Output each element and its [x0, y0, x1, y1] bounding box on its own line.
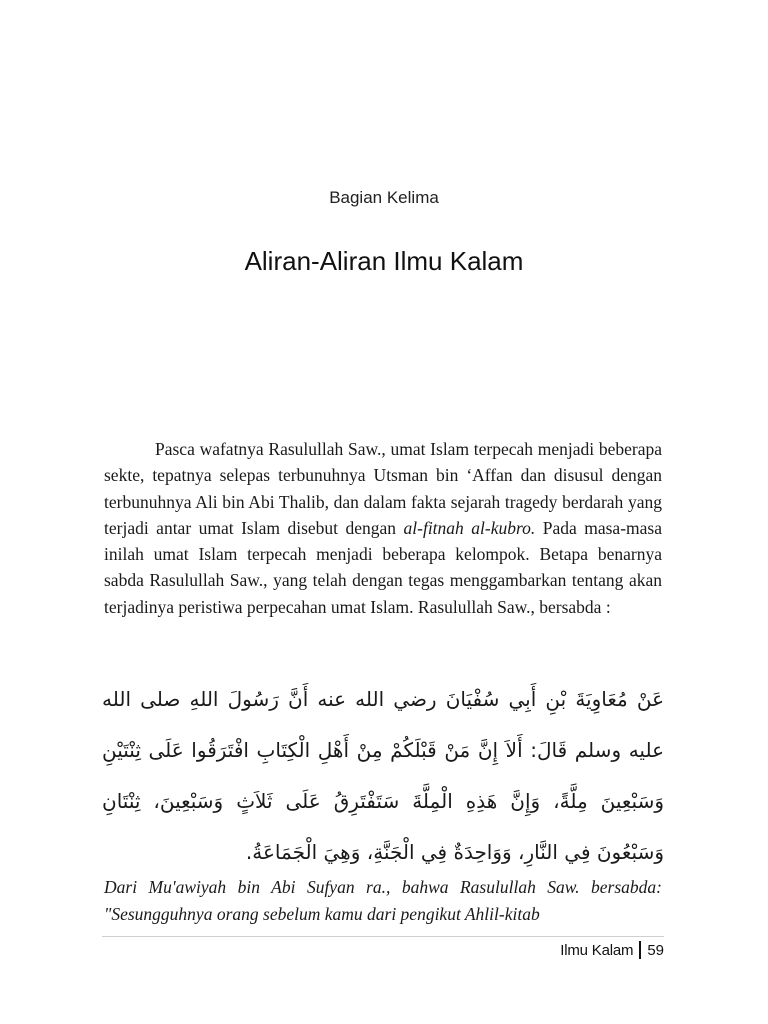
body-italic-term: al-fitnah al-kubro. — [403, 517, 536, 538]
footer-separator — [639, 941, 641, 959]
body-text-part1: Pasca wafatnya Rasulullah Saw., umat Islam terpecah menjadi beberapa sekte, tepatnya selepas terbunuhnya Utsman bin ‘Affan dan disusul dengan terbunuhnya Ali bin Abi Thalib, dan dalam fakta sejarah tragedy berdarah yang terjadi antar umat Islam disebut dengan — [104, 439, 662, 538]
chapter-title: Aliran-Aliran Ilmu Kalam — [244, 246, 524, 276]
body-paragraph — [104, 436, 662, 620]
chapter-label: Bagian Kelima — [329, 188, 439, 207]
footer-book-title: Ilmu Kalam — [560, 941, 634, 959]
page-number: 59 — [647, 941, 664, 959]
hadith-arabic: عَنْ مُعَاوِيَةَ بْنِ أَبِي سُفْيَانَ رضي الله عنه أَنَّ رَسُولَ اللهِ صلى الله عليه وسلم قَالَ: أَلاَ إِنَّ مَنْ قَبْلَكُمْ مِنْ أَهْلِ الْكِتَابِ افْتَرَقُوا عَلَى ثِنْتَيْنِ وَسَبْعِينَ مِلَّةً، وَإِنَّ هَذِهِ الْمِلَّةَ سَتَفْتَرِقُ عَلَى ثَلاَثٍ وَسَبْعِينَ، ثِنْتَانِ وَسَبْعُونَ فِي النَّارِ، وَوَاحِدَةٌ فِي الْجَنَّةِ، وَهِيَ الْجَمَاعَةُ. — [102, 687, 664, 864]
footer-divider — [102, 936, 664, 937]
page-footer — [560, 941, 664, 959]
hadith-translation: Dari Mu'awiyah bin Abi Sufyan ra., bahwa Rasulullah Saw. bersabda: "Sesungguhnya orang sebelum kamu dari pengikut Ahlil-kitab — [104, 877, 662, 924]
body-text-part2: Pada masa-masa inilah umat Islam terpecah menjadi beberapa kelompok. Betapa benarnya sabda Rasulullah Saw., yang telah dengan tegas menggambarkan tentang akan terjadinya peristiwa perpecahan umat Islam. Rasulullah Saw., bersabda : — [104, 517, 662, 617]
